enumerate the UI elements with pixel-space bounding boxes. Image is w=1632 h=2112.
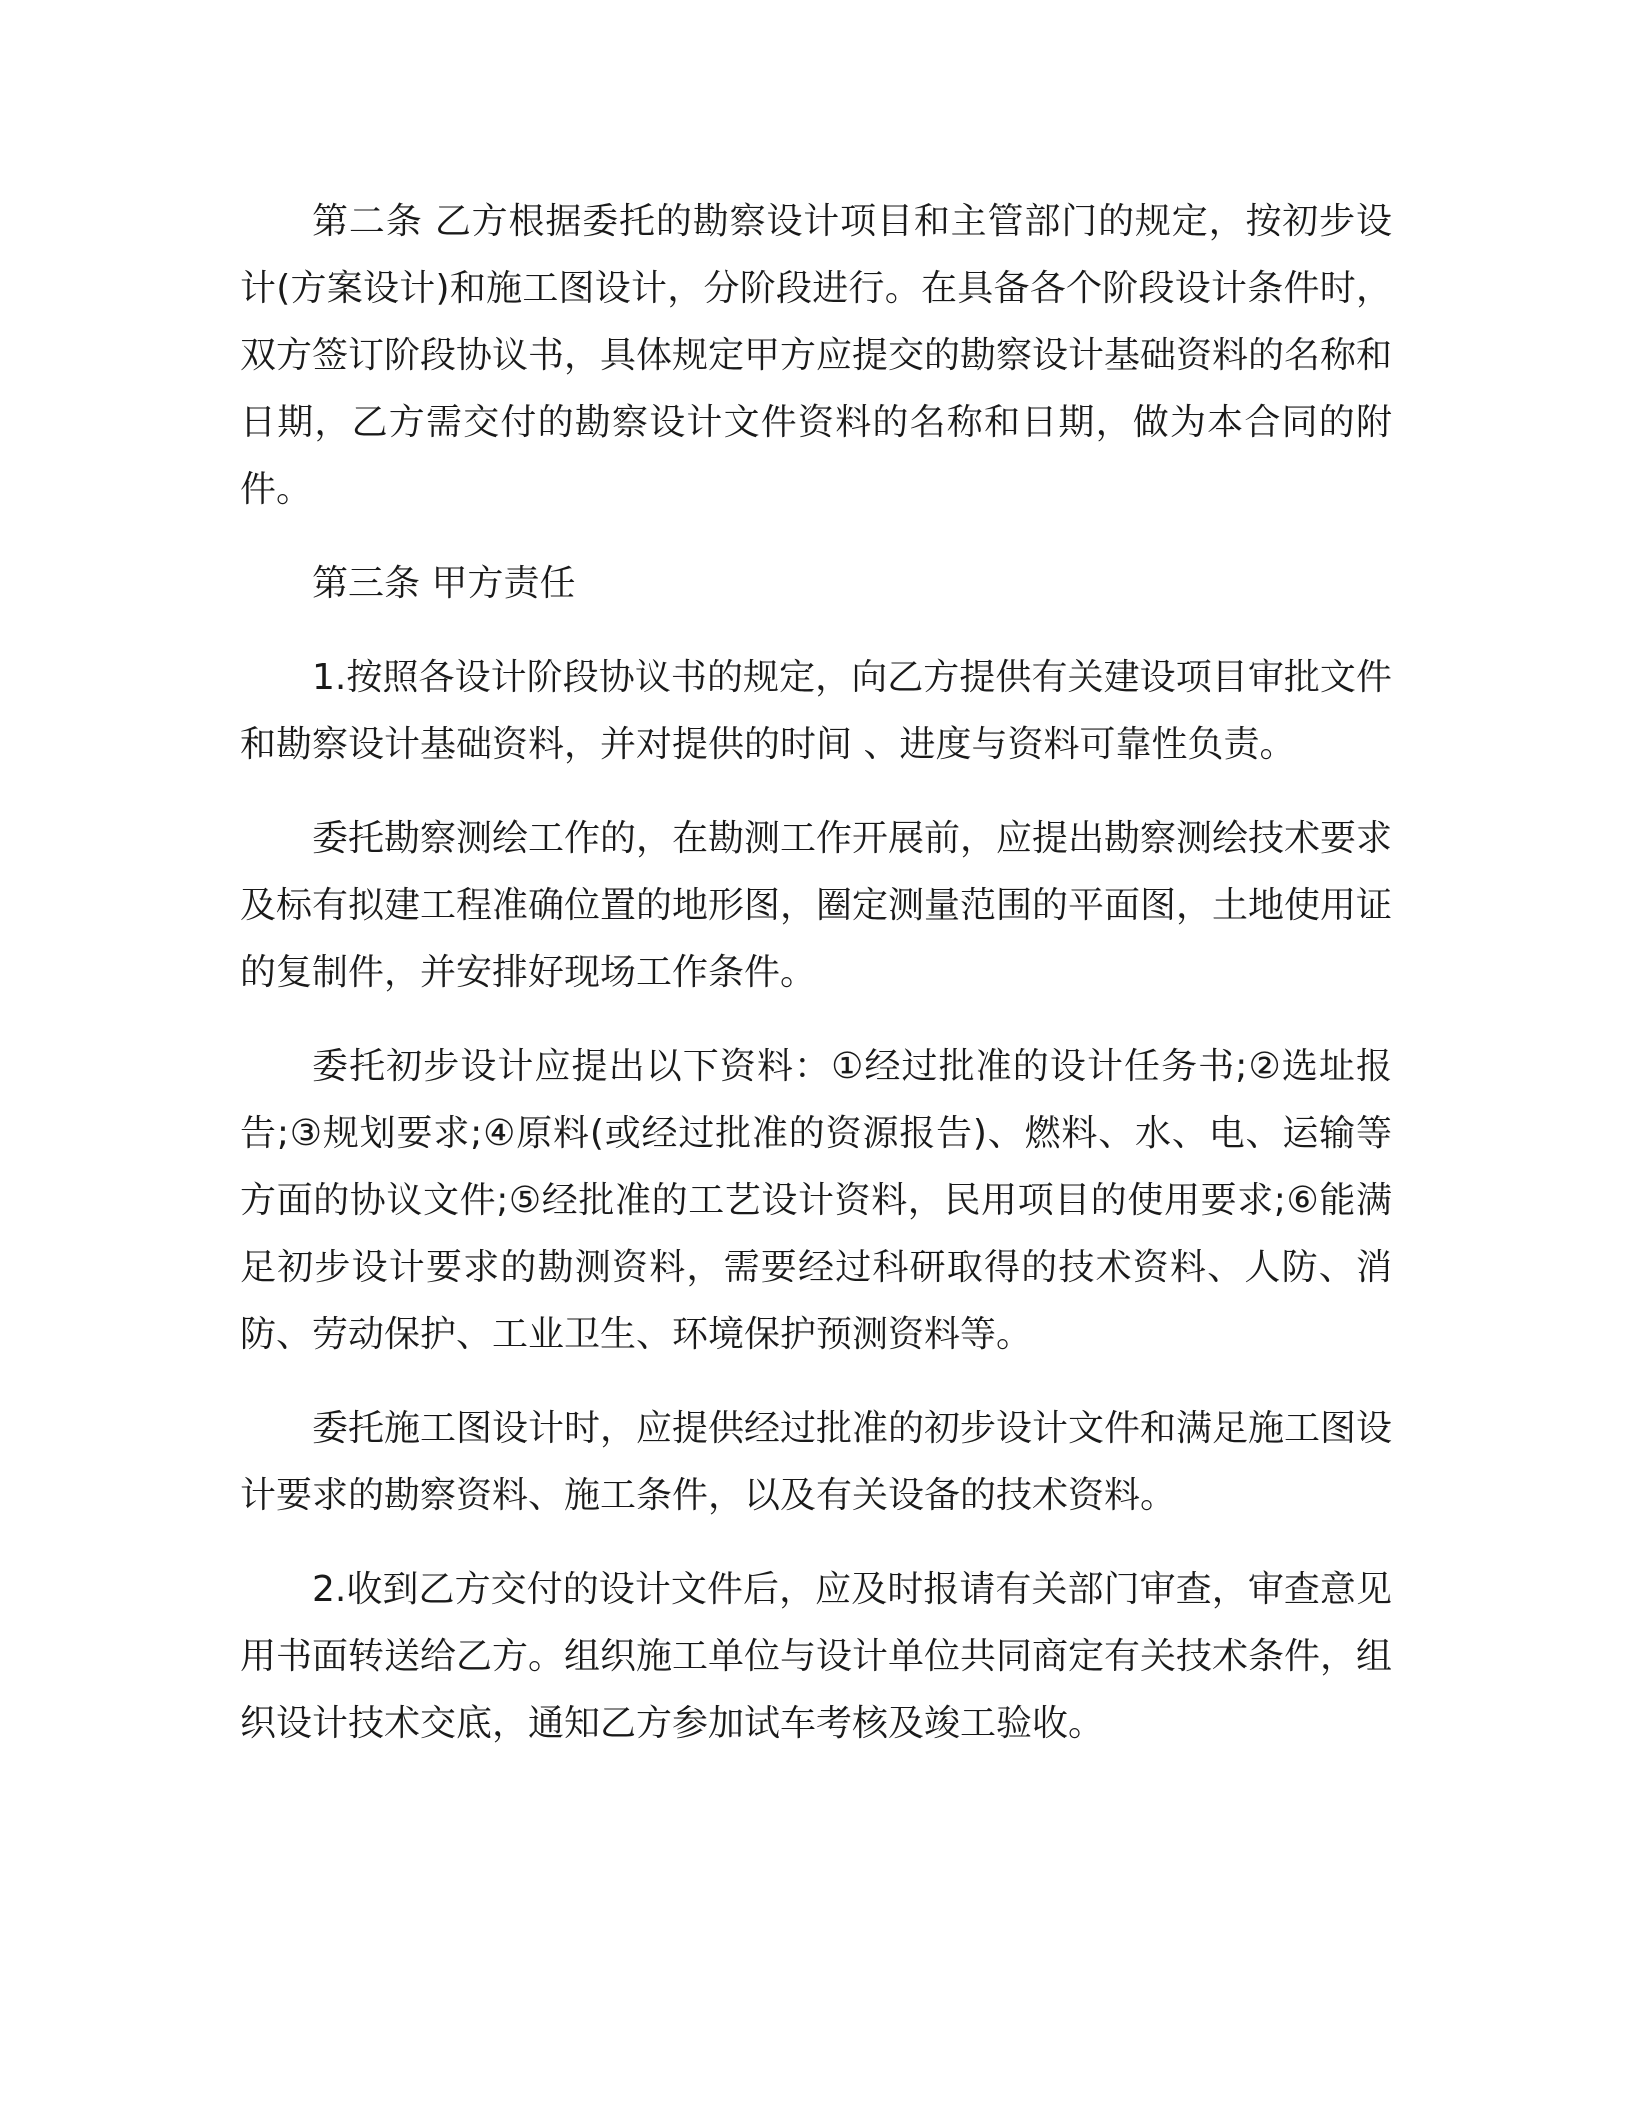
paragraph-item-2: 2.收到乙方交付的设计文件后，应及时报请有关部门审查，审查意见用书面转送给乙方。组织施工单位与设计单位共同商定有关技术条件，组织设计技术交底，通知乙方参加试车考核及竣工验收。 bbox=[240, 1569, 1393, 1744]
paragraph-article-2: 第二条 乙方根据委托的勘察设计项目和主管部门的规定，按初步设计(方案设计)和施工图设计，分阶段进行。在具备各个阶段设计条件时，双方签订阶段协议书，具体规定甲方应提交的勘察设计基础资料的名称和日期，乙方需交付的勘察设计文件资料的名称和日期，做为本合同的附件。 bbox=[240, 201, 1393, 510]
paragraph-preliminary-design-materials: 委托初步设计应提出以下资料：①经过批准的设计任务书;②选址报告;③规划要求;④原料(或经过批准的资源报告)、燃料、水、电、运输等方面的协议文件;⑤经批准的工艺设计资料，民用项目的使用要求;⑥能满足初步设计要求的勘测资料，需要经过科研取得的技术资料、人防、消防、劳动保护、工业卫生、环境保护预测资料等。 bbox=[240, 1046, 1392, 1355]
paragraph-construction-drawing-design: 委托施工图设计时，应提供经过批准的初步设计文件和满足施工图设计要求的勘察资料、施工条件，以及有关设备的技术资料。 bbox=[240, 1408, 1393, 1516]
paragraph-survey-requirements: 委托勘察测绘工作的，在勘测工作开展前，应提出勘察测绘技术要求及标有拟建工程准确位置的地形图，圈定测量范围的平面图，土地使用证的复制件，并安排好现场工作条件。 bbox=[240, 818, 1393, 993]
heading-article-3: 第三条 甲方责任 bbox=[312, 563, 576, 604]
paragraph-item-1: 1.按照各设计阶段协议书的规定，向乙方提供有关建设项目审批文件和勘察设计基础资料，并对提供的时间 、进度与资料可靠性负责。 bbox=[240, 657, 1392, 765]
document-body bbox=[240, 188, 1392, 1784]
